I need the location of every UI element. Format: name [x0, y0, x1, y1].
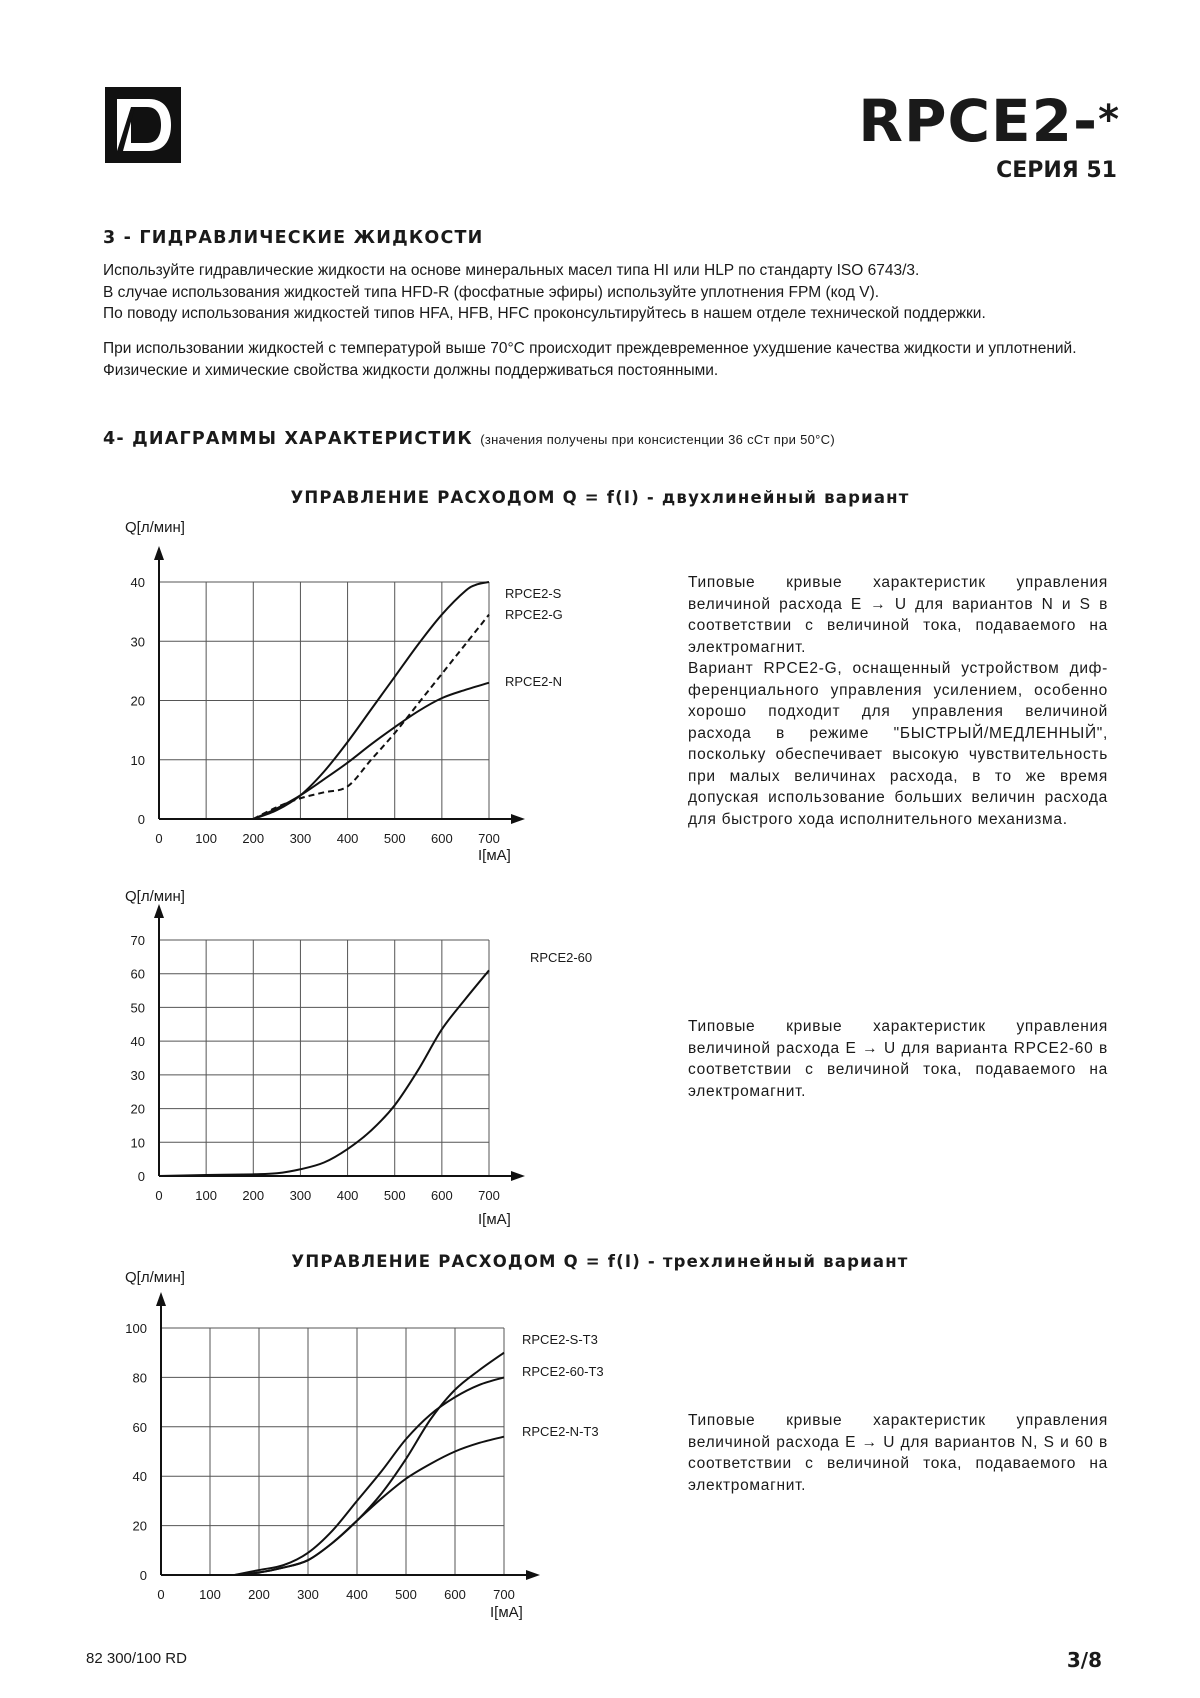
chart-three-line-flow: [0, 1260, 700, 1620]
y-tick-label: 60: [130, 966, 145, 982]
chart-two-line-flow: [0, 520, 700, 890]
description-paragraph: Вариант RPCE2-G, оснащенный устройством диф-ференциального управления усилением, особенно хорошо подходит для управления величиной расхода в режиме "БЫСТРЫЙ/МЕДЛЕННЫЙ", поскольку обеспечивает высокую чувствительность при малых величинах расхода, в то же время допуская использование больших величин расхода для быстрого хода исполнительного механизма.: [688, 660, 1108, 828]
y-tick-label: 0: [137, 812, 145, 827]
company-logo-icon: [105, 87, 181, 163]
y-tick-label: 30: [130, 634, 145, 650]
y-axis-arrow-icon: [154, 904, 164, 918]
legend-label: RPCE2-60-T3: [522, 1364, 604, 1379]
x-tick-label: 500: [383, 831, 406, 846]
section-4-note: (значения получены при консистенции 36 сСт при 50°C): [480, 432, 835, 447]
x-tick-label: 300: [289, 831, 312, 846]
y-axis-arrow-icon: [154, 546, 164, 560]
x-tick-label: 200: [242, 1188, 265, 1203]
x-axis-arrow-icon: [526, 1570, 540, 1580]
x-tick-label: 0: [155, 831, 163, 846]
y-tick-label: 30: [130, 1067, 145, 1083]
model-title: RPCE2-*: [858, 87, 1120, 155]
chart-3-description: Типовые кривые характеристик управления величиной расхода E → U для вариантов N, S и 60 в соответствии с величиной тока, подаваемого на электромагнит.: [688, 1412, 1108, 1494]
text-line: По поводу использования жидкостей типов HFA, HFB, HFC проконсультируйтесь в нашем отделе технической поддержки.: [103, 305, 986, 322]
y-axis-label: Q[л/мин]: [125, 519, 185, 536]
legend-label: RPCE2-G: [505, 607, 563, 622]
y-tick-label: 20: [132, 1518, 147, 1534]
page-number: 3/8: [1066, 1648, 1102, 1672]
legend-label: RPCE2-N: [505, 674, 563, 689]
legend-label: RPCE2-N-T3: [522, 1424, 599, 1439]
x-tick-label: 400: [336, 1188, 359, 1203]
x-tick-label: 500: [383, 1188, 406, 1203]
x-tick-label: 700: [478, 831, 500, 846]
description-paragraph: Типовые кривые характеристик управления величиной расхода E → U для вариантов N и S в соответствии с величиной тока, подаваемого на электромагнит.: [688, 574, 1108, 656]
x-axis-label: I[мА]: [478, 1211, 511, 1228]
y-tick-label: 0: [139, 1568, 147, 1583]
legend-label: RPCE2-S-T3: [522, 1332, 598, 1347]
x-axis-label: I[мА]: [478, 847, 511, 864]
x-tick-label: 0: [157, 1587, 165, 1602]
y-tick-label: 50: [130, 1000, 145, 1016]
series-line-rpce2-n-t3: [235, 1437, 505, 1575]
model-asterisk: *: [1098, 97, 1120, 143]
series-label: СЕРИЯ 51: [996, 158, 1117, 183]
text-line: При использовании жидкостей с температурой выше 70°C происходит преждевременное ухудшение качества жидкости и уплотнений.: [103, 340, 1077, 357]
y-tick-label: 20: [130, 693, 145, 709]
section-4-title: 4- ДИАГРАММЫ ХАРАКТЕРИСТИК (значения получены при консистенции 36 сСт при 50°C): [103, 429, 835, 449]
x-tick-label: 100: [195, 831, 217, 846]
x-axis-arrow-icon: [511, 814, 525, 824]
y-tick-label: 0: [137, 1169, 145, 1184]
x-tick-label: 200: [242, 831, 265, 846]
y-tick-label: 40: [132, 1469, 147, 1485]
y-tick-label: 40: [130, 575, 145, 590]
document-code: 82 300/100 RD: [86, 1650, 187, 1667]
x-tick-label: 600: [431, 1188, 453, 1203]
y-axis-label: Q[л/мин]: [125, 1269, 185, 1286]
series-line-rpce2-n: [253, 683, 489, 819]
y-axis-arrow-icon: [156, 1292, 166, 1306]
y-tick-label: 80: [132, 1370, 147, 1386]
y-tick-label: 40: [130, 1034, 145, 1050]
chart-2-description: Типовые кривые характеристик управления величиной расхода E → U для варианта RPCE2-60 в соответствии с величиной тока, подаваемого на электромагнит.: [688, 1018, 1108, 1100]
x-axis-arrow-icon: [511, 1171, 525, 1181]
x-tick-label: 700: [493, 1587, 515, 1602]
x-tick-label: 400: [346, 1587, 368, 1602]
chart-title-three-line: УПРАВЛЕНИЕ РАСХОДОМ Q = f(I) - трехлинейный вариант: [291, 1252, 909, 1271]
x-tick-label: 600: [431, 831, 453, 846]
text-line: Физические и химические свойства жидкости должны поддерживаться постоянными.: [103, 361, 719, 379]
text-line: Используйте гидравлические жидкости на основе минеральных масел типа HI или HLP по стандарту ISO 6743/3.: [103, 262, 920, 279]
legend-label: RPCE2-S: [505, 586, 562, 601]
x-tick-label: 400: [336, 831, 359, 846]
section-3-paragraph-2: [103, 338, 1123, 381]
x-axis-label: I[мА]: [490, 1604, 523, 1621]
x-tick-label: 300: [289, 1188, 312, 1203]
section-3-title: 3 - ГИДРАВЛИЧЕСКИЕ ЖИДКОСТИ: [103, 228, 484, 248]
series-line-rpce2-60: [159, 970, 489, 1176]
y-tick-label: 60: [132, 1419, 147, 1435]
series-line-rpce2-g: [253, 615, 489, 819]
y-tick-label: 100: [125, 1321, 147, 1336]
y-axis-label: Q[л/мин]: [125, 888, 185, 905]
x-tick-label: 300: [297, 1587, 319, 1602]
chart-title-two-line: УПРАВЛЕНИЕ РАСХОДОМ Q = f(I) - двухлинейный вариант: [290, 488, 910, 507]
text-line: В случае использования жидкостей типа HFD-R (фосфатные эфиры) используйте уплотнения FPM (код V).: [103, 283, 880, 301]
x-tick-label: 500: [395, 1587, 417, 1602]
x-tick-label: 100: [195, 1188, 217, 1203]
x-tick-label: 700: [478, 1188, 500, 1203]
section-3-paragraph-1: [103, 260, 1123, 325]
chart-rpce2-60-flow: [0, 880, 700, 1230]
y-tick-label: 10: [130, 752, 145, 768]
y-tick-label: 10: [130, 1135, 145, 1151]
y-tick-label: 70: [130, 933, 145, 948]
x-tick-label: 200: [248, 1587, 270, 1602]
series-line-rpce2-s-t3: [235, 1353, 505, 1575]
x-tick-label: 0: [155, 1188, 163, 1203]
x-tick-label: 100: [199, 1587, 221, 1602]
chart-1-description: [688, 572, 1108, 830]
legend-label: RPCE2-60: [530, 950, 593, 965]
x-tick-label: 600: [444, 1587, 466, 1602]
y-tick-label: 20: [130, 1101, 145, 1117]
